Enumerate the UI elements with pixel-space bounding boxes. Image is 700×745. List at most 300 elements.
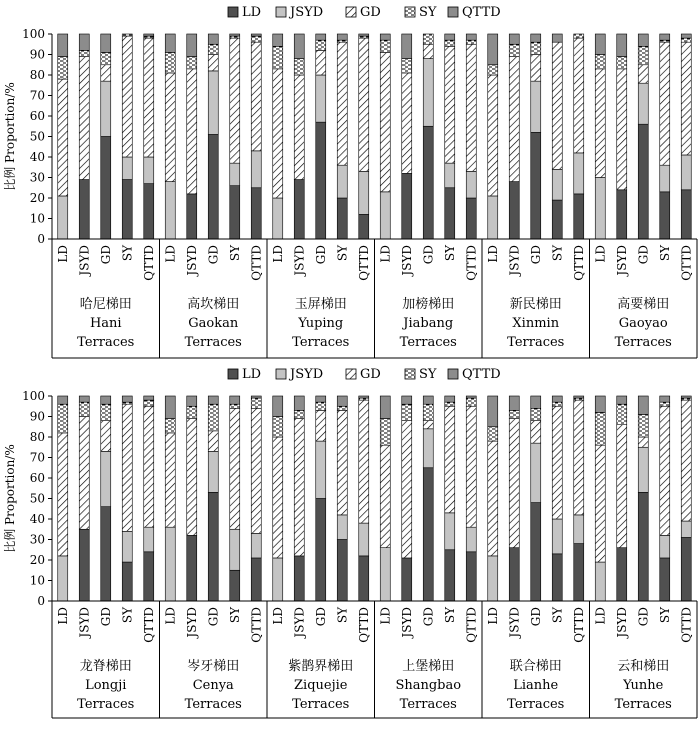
group-label-en2: Terraces bbox=[292, 697, 350, 712]
bar-segment-sy bbox=[617, 57, 627, 69]
bar-segment-jsyd bbox=[359, 523, 369, 556]
bar-segment-jsyd bbox=[380, 192, 390, 239]
group-label-cn: 玉屏梯田 bbox=[294, 297, 347, 312]
bar-segment-gd bbox=[208, 55, 218, 71]
bar-segment-jsyd bbox=[466, 527, 476, 552]
bar-segment-jsyd bbox=[574, 153, 584, 194]
bar-segment-jsyd bbox=[316, 75, 326, 122]
bar-segment-jsyd bbox=[574, 515, 584, 544]
x-tick-label-ld: LD bbox=[378, 245, 393, 263]
legend-label-sy: SY bbox=[419, 5, 437, 20]
group-label-en2: Terraces bbox=[77, 697, 135, 712]
x-tick-label-gd: GD bbox=[421, 245, 436, 265]
legend-label-jsyd: JSYD bbox=[290, 367, 324, 382]
bar-segment-qttd bbox=[638, 34, 648, 46]
bar-segment-qttd bbox=[445, 34, 455, 40]
bar-segment-ld bbox=[101, 137, 111, 240]
bar-segment-gd bbox=[488, 441, 498, 556]
bar-segment-gd bbox=[359, 38, 369, 171]
bar-segment-sy bbox=[660, 40, 670, 42]
bar-segment-gd bbox=[531, 421, 541, 444]
bar-segment-ld bbox=[617, 190, 627, 239]
x-tick-label-qttd: QTTD bbox=[356, 607, 371, 643]
group-label-cn: 上堡梯田 bbox=[402, 659, 455, 674]
y-tick-label: 0 bbox=[37, 232, 45, 246]
legend-swatch-gd bbox=[346, 369, 356, 379]
bar-segment-jsyd bbox=[251, 533, 261, 558]
bar-segment-gd bbox=[273, 437, 283, 558]
bar-segment-ld bbox=[316, 122, 326, 239]
x-tick-label-jsyd: JSYD bbox=[184, 607, 199, 638]
bar-segment-ld bbox=[337, 198, 347, 239]
bar-segment-gd bbox=[144, 406, 154, 527]
bar-segment-ld bbox=[337, 540, 347, 602]
bar-segment-jsyd bbox=[660, 165, 670, 192]
bar-segment-jsyd bbox=[595, 178, 605, 240]
bar-segment-sy bbox=[681, 38, 691, 42]
y-tick-label: 40 bbox=[29, 512, 45, 526]
bar-segment-jsyd bbox=[488, 196, 498, 239]
y-tick-label: 90 bbox=[29, 409, 45, 424]
x-tick-label-gd: GD bbox=[206, 245, 221, 265]
bar-segment-gd bbox=[660, 406, 670, 535]
bar-segment-qttd bbox=[466, 34, 476, 40]
bar-segment-jsyd bbox=[58, 556, 68, 601]
bar-segment-jsyd bbox=[316, 441, 326, 498]
bar-segment-ld bbox=[552, 200, 562, 239]
bar-segment-gd bbox=[251, 408, 261, 533]
legend-swatch-qttd bbox=[448, 7, 458, 17]
bar-segment-gd bbox=[574, 38, 584, 153]
bar-segment-gd bbox=[445, 406, 455, 513]
legend-swatch-ld bbox=[228, 7, 238, 17]
bar-segment-gd bbox=[617, 425, 627, 548]
bar-segment-sy bbox=[466, 398, 476, 406]
bar-segment-qttd bbox=[79, 396, 89, 402]
bar-segment-qttd bbox=[208, 34, 218, 44]
bar-segment-qttd bbox=[617, 396, 627, 404]
bar-segment-jsyd bbox=[488, 556, 498, 601]
x-tick-label-sy: SY bbox=[227, 607, 242, 624]
bar-segment-gd bbox=[208, 431, 218, 452]
group-label-cn: 新民梯田 bbox=[509, 297, 562, 312]
bar-segment-sy bbox=[380, 40, 390, 52]
chart-panel-2 bbox=[2, 367, 697, 718]
bar-segment-qttd bbox=[316, 34, 326, 40]
bar-segment-qttd bbox=[58, 34, 68, 57]
y-tick-label: 70 bbox=[29, 88, 45, 103]
bar-segment-qttd bbox=[58, 396, 68, 404]
bar-segment-ld bbox=[230, 186, 240, 239]
bar-segment-sy bbox=[251, 36, 261, 42]
bar-segment-jsyd bbox=[101, 451, 111, 506]
legend-swatch-jsyd bbox=[276, 369, 286, 379]
x-tick-label-ld: LD bbox=[485, 245, 500, 263]
bar-segment-ld bbox=[208, 134, 218, 239]
group-label-en1: Longji bbox=[85, 678, 127, 693]
x-tick-label-ld: LD bbox=[593, 607, 608, 625]
x-tick-label-qttd: QTTD bbox=[571, 245, 586, 281]
bar-segment-gd bbox=[681, 42, 691, 155]
bar-segment-gd bbox=[316, 50, 326, 75]
bar-segment-sy bbox=[165, 419, 175, 433]
bar-segment-ld bbox=[423, 126, 433, 239]
bar-segment-qttd bbox=[509, 34, 519, 44]
group-label-en2: Terraces bbox=[292, 335, 350, 350]
bar-segment-ld bbox=[445, 188, 455, 239]
bar-segment-gd bbox=[660, 42, 670, 165]
bar-segment-qttd bbox=[466, 396, 476, 398]
bar-segment-gd bbox=[402, 421, 412, 558]
bar-segment-gd bbox=[122, 404, 132, 531]
bar-segment-jsyd bbox=[165, 182, 175, 239]
bar-segment-gd bbox=[595, 445, 605, 562]
x-tick-label-qttd: QTTD bbox=[249, 245, 264, 281]
bar-segment-qttd bbox=[380, 34, 390, 40]
x-tick-label-sy: SY bbox=[227, 245, 242, 262]
bar-segment-jsyd bbox=[101, 81, 111, 136]
bar-segment-gd bbox=[273, 69, 283, 198]
bar-segment-jsyd bbox=[165, 527, 175, 601]
bar-segment-ld bbox=[251, 188, 261, 239]
bar-segment-ld bbox=[681, 537, 691, 601]
bar-segment-gd bbox=[466, 406, 476, 527]
bar-segment-qttd bbox=[660, 396, 670, 402]
group-label-en2: Terraces bbox=[507, 335, 565, 350]
bar-segment-jsyd bbox=[208, 451, 218, 492]
y-tick-label: 30 bbox=[29, 532, 45, 547]
bar-segment-gd bbox=[230, 38, 240, 163]
bar-segment-jsyd bbox=[445, 513, 455, 550]
legend-swatch-sy bbox=[405, 7, 415, 17]
group-label-en1: Lianhe bbox=[513, 678, 559, 693]
x-tick-label-jsyd: JSYD bbox=[507, 245, 522, 276]
bar-segment-jsyd bbox=[660, 535, 670, 558]
x-tick-label-jsyd: JSYD bbox=[614, 245, 629, 276]
bar-segment-qttd bbox=[552, 396, 562, 402]
group-label-en2: Terraces bbox=[184, 335, 242, 350]
group-label-cn: 云和梯田 bbox=[617, 659, 670, 674]
bar-segment-gd bbox=[509, 419, 519, 548]
bar-segment-qttd bbox=[251, 396, 261, 398]
bar-segment-qttd bbox=[187, 396, 197, 406]
bar-segment-gd bbox=[165, 433, 175, 527]
x-tick-label-gd: GD bbox=[313, 607, 328, 627]
bar-segment-jsyd bbox=[337, 165, 347, 198]
bar-segment-sy bbox=[187, 406, 197, 418]
bar-segment-jsyd bbox=[445, 163, 455, 188]
bar-segment-ld bbox=[466, 198, 476, 239]
group-label-en2: Terraces bbox=[614, 697, 672, 712]
bar-segment-ld bbox=[423, 468, 433, 601]
bar-segment-qttd bbox=[531, 34, 541, 42]
y-tick-label: 100 bbox=[22, 27, 45, 41]
bar-segment-sy bbox=[380, 419, 390, 446]
bar-segment-ld bbox=[316, 499, 326, 602]
bar-segment-qttd bbox=[660, 34, 670, 40]
group-label-en2: Terraces bbox=[399, 335, 457, 350]
legend-label-qttd: QTTD bbox=[462, 5, 501, 20]
x-tick-label-qttd: QTTD bbox=[141, 607, 156, 643]
bar-segment-jsyd bbox=[273, 198, 283, 239]
bar-segment-sy bbox=[638, 414, 648, 437]
bar-segment-qttd bbox=[273, 396, 283, 417]
legend-label-ld: LD bbox=[242, 5, 262, 20]
bar-segment-ld bbox=[187, 535, 197, 601]
bar-segment-ld bbox=[638, 124, 648, 239]
bar-segment-sy bbox=[359, 36, 369, 38]
bar-segment-sy bbox=[359, 398, 369, 400]
x-tick-label-qttd: QTTD bbox=[679, 245, 694, 281]
bar-segment-jsyd bbox=[337, 515, 347, 540]
bar-segment-gd bbox=[638, 437, 648, 447]
x-tick-label-sy: SY bbox=[657, 245, 672, 262]
group-label-en1: Shangbao bbox=[395, 678, 462, 693]
bar-segment-sy bbox=[445, 40, 455, 46]
bar-segment-sy bbox=[316, 40, 326, 50]
bar-segment-qttd bbox=[316, 396, 326, 402]
x-tick-label-ld: LD bbox=[270, 607, 285, 625]
y-tick-label: 100 bbox=[22, 389, 45, 403]
legend-label-jsyd: JSYD bbox=[290, 5, 324, 20]
x-tick-label-gd: GD bbox=[528, 245, 543, 265]
x-tick-label-sy: SY bbox=[657, 607, 672, 624]
bar-segment-qttd bbox=[488, 34, 498, 65]
group-label-en1: Yuping bbox=[298, 316, 344, 331]
bar-segment-jsyd bbox=[681, 521, 691, 537]
bar-segment-sy bbox=[531, 42, 541, 54]
y-tick-label: 10 bbox=[29, 211, 45, 226]
legend-label-sy: SY bbox=[419, 367, 437, 382]
x-tick-label-gd: GD bbox=[636, 607, 651, 627]
bar-segment-sy bbox=[230, 36, 240, 38]
y-tick-label: 20 bbox=[29, 191, 45, 205]
group-label-en2: Terraces bbox=[507, 697, 565, 712]
bar-segment-jsyd bbox=[230, 163, 240, 186]
bar-segment-jsyd bbox=[681, 155, 691, 190]
bar-segment-gd bbox=[79, 417, 89, 530]
y-tick-label: 40 bbox=[29, 150, 45, 164]
group-label-cn: 联合梯田 bbox=[509, 659, 562, 674]
bar-segment-gd bbox=[681, 400, 691, 521]
bar-segment-gd bbox=[380, 52, 390, 191]
bar-segment-sy bbox=[509, 410, 519, 418]
bar-segment-gd bbox=[552, 42, 562, 169]
x-tick-label-qttd: QTTD bbox=[679, 607, 694, 643]
x-tick-label-gd: GD bbox=[528, 607, 543, 627]
bar-segment-gd bbox=[316, 410, 326, 441]
bar-segment-jsyd bbox=[380, 548, 390, 601]
y-tick-label: 50 bbox=[29, 129, 45, 144]
bar-segment-sy bbox=[574, 34, 584, 38]
bar-segment-sy bbox=[58, 404, 68, 433]
bar-segment-gd bbox=[402, 73, 412, 173]
bar-segment-sy bbox=[273, 417, 283, 438]
bar-segment-qttd bbox=[359, 34, 369, 36]
group-label-en1: Ziquejie bbox=[294, 678, 348, 693]
bar-segment-ld bbox=[359, 556, 369, 601]
bar-segment-sy bbox=[423, 34, 433, 44]
bar-segment-sy bbox=[79, 402, 89, 416]
x-tick-label-sy: SY bbox=[335, 607, 350, 624]
bar-segment-gd bbox=[595, 69, 605, 178]
bar-segment-sy bbox=[316, 402, 326, 410]
bar-segment-gd bbox=[380, 445, 390, 548]
x-tick-label-ld: LD bbox=[55, 607, 70, 625]
bar-segment-ld bbox=[187, 194, 197, 239]
x-tick-label-gd: GD bbox=[98, 245, 113, 265]
x-tick-label-qttd: QTTD bbox=[571, 607, 586, 643]
bar-segment-gd bbox=[165, 73, 175, 182]
bar-segment-jsyd bbox=[208, 71, 218, 135]
bar-segment-sy bbox=[122, 34, 132, 36]
legend-swatch-qttd bbox=[448, 369, 458, 379]
bar-segment-sy bbox=[574, 398, 584, 400]
bar-segment-jsyd bbox=[638, 83, 648, 124]
bar-segment-gd bbox=[294, 419, 304, 556]
bar-segment-jsyd bbox=[359, 171, 369, 214]
group-label-en1: Yunhe bbox=[623, 678, 664, 693]
bar-segment-qttd bbox=[79, 34, 89, 50]
x-tick-label-gd: GD bbox=[636, 245, 651, 265]
x-tick-label-gd: GD bbox=[98, 607, 113, 627]
bar-segment-jsyd bbox=[595, 562, 605, 601]
bar-segment-ld bbox=[144, 184, 154, 239]
group-label-cn: 紫鹊界梯田 bbox=[288, 659, 354, 674]
bar-segment-jsyd bbox=[144, 527, 154, 552]
legend-swatch-sy bbox=[405, 369, 415, 379]
bar-segment-ld bbox=[122, 562, 132, 601]
bar-segment-gd bbox=[101, 421, 111, 452]
bar-segment-sy bbox=[552, 402, 562, 406]
x-tick-label-ld: LD bbox=[163, 245, 178, 263]
x-tick-label-qttd: QTTD bbox=[141, 245, 156, 281]
bar-segment-sy bbox=[251, 398, 261, 408]
bar-segment-qttd bbox=[144, 34, 154, 36]
bar-segment-sy bbox=[101, 404, 111, 420]
bar-segment-sy bbox=[79, 50, 89, 56]
bar-segment-sy bbox=[660, 402, 670, 406]
bar-segment-ld bbox=[251, 558, 261, 601]
x-tick-label-gd: GD bbox=[313, 245, 328, 265]
bar-segment-jsyd bbox=[423, 429, 433, 468]
bar-segment-sy bbox=[531, 408, 541, 420]
bar-segment-qttd bbox=[337, 34, 347, 40]
bar-segment-gd bbox=[58, 79, 68, 196]
bar-segment-sy bbox=[122, 402, 132, 404]
bar-segment-sy bbox=[466, 40, 476, 44]
legend-label-ld: LD bbox=[242, 367, 262, 382]
legend-swatch-gd bbox=[346, 7, 356, 17]
bar-segment-sy bbox=[681, 398, 691, 400]
bar-segment-qttd bbox=[380, 396, 390, 419]
bar-segment-gd bbox=[531, 55, 541, 82]
x-tick-label-qttd: QTTD bbox=[356, 245, 371, 281]
y-tick-label: 60 bbox=[29, 109, 45, 123]
x-tick-label-ld: LD bbox=[55, 245, 70, 263]
x-tick-label-sy: SY bbox=[120, 607, 135, 624]
bar-segment-sy bbox=[208, 404, 218, 431]
bar-segment-gd bbox=[445, 46, 455, 163]
bar-segment-jsyd bbox=[531, 443, 541, 502]
bar-segment-sy bbox=[58, 57, 68, 80]
bar-segment-gd bbox=[552, 406, 562, 519]
bar-segment-gd bbox=[230, 408, 240, 529]
y-tick-label: 90 bbox=[29, 47, 45, 62]
y-tick-label: 70 bbox=[29, 450, 45, 465]
bar-segment-jsyd bbox=[230, 529, 240, 570]
bar-segment-ld bbox=[681, 190, 691, 239]
y-axis-label: 比例 Proportion/% bbox=[3, 82, 17, 191]
group-label-cn: 哈尼梯田 bbox=[79, 297, 132, 312]
bar-segment-ld bbox=[531, 503, 541, 601]
bar-segment-ld bbox=[531, 132, 541, 239]
bar-segment-qttd bbox=[165, 396, 175, 419]
bar-segment-qttd bbox=[638, 396, 648, 414]
bar-segment-qttd bbox=[208, 396, 218, 404]
bar-segment-qttd bbox=[509, 396, 519, 410]
group-label-en2: Terraces bbox=[184, 697, 242, 712]
group-label-cn: 加榜梯田 bbox=[402, 297, 455, 312]
bar-segment-gd bbox=[187, 69, 197, 194]
chart-panel-1 bbox=[2, 5, 697, 358]
bar-segment-jsyd bbox=[552, 519, 562, 554]
x-tick-label-sy: SY bbox=[550, 245, 565, 262]
x-tick-label-qttd: QTTD bbox=[464, 607, 479, 643]
bar-segment-qttd bbox=[294, 34, 304, 59]
bar-segment-qttd bbox=[337, 396, 347, 406]
bar-segment-ld bbox=[574, 194, 584, 239]
bar-segment-qttd bbox=[488, 396, 498, 427]
bar-segment-jsyd bbox=[144, 157, 154, 184]
bar-segment-qttd bbox=[273, 34, 283, 46]
bar-segment-sy bbox=[230, 404, 240, 408]
bar-segment-qttd bbox=[165, 34, 175, 52]
bar-segment-gd bbox=[144, 38, 154, 157]
bar-segment-gd bbox=[79, 57, 89, 180]
x-tick-label-jsyd: JSYD bbox=[399, 607, 414, 638]
y-tick-label: 0 bbox=[37, 594, 45, 608]
bar-segment-ld bbox=[509, 182, 519, 239]
bar-segment-qttd bbox=[595, 34, 605, 55]
x-tick-label-ld: LD bbox=[378, 607, 393, 625]
bar-segment-sy bbox=[402, 404, 412, 420]
bar-segment-gd bbox=[101, 65, 111, 81]
group-label-en1: Gaoyao bbox=[618, 316, 668, 331]
x-tick-label-jsyd: JSYD bbox=[292, 607, 307, 638]
bar-segment-qttd bbox=[681, 34, 691, 38]
x-tick-label-jsyd: JSYD bbox=[399, 245, 414, 276]
bar-segment-gd bbox=[466, 44, 476, 171]
y-tick-label: 50 bbox=[29, 491, 45, 506]
bar-segment-gd bbox=[337, 410, 347, 515]
bar-segment-sy bbox=[488, 65, 498, 75]
bar-segment-ld bbox=[122, 180, 132, 239]
bar-segment-qttd bbox=[144, 396, 154, 400]
x-tick-label-gd: GD bbox=[421, 607, 436, 627]
bar-segment-qttd bbox=[251, 34, 261, 36]
bar-segment-qttd bbox=[423, 396, 433, 404]
bar-segment-sy bbox=[617, 404, 627, 425]
bar-segment-sy bbox=[337, 40, 347, 42]
bar-segment-sy bbox=[294, 410, 304, 418]
x-tick-label-sy: SY bbox=[335, 245, 350, 262]
x-tick-label-ld: LD bbox=[270, 245, 285, 263]
bar-segment-gd bbox=[294, 75, 304, 180]
bar-segment-ld bbox=[402, 173, 412, 239]
group-label-en1: Gaokan bbox=[188, 316, 239, 331]
bar-segment-sy bbox=[165, 52, 175, 72]
